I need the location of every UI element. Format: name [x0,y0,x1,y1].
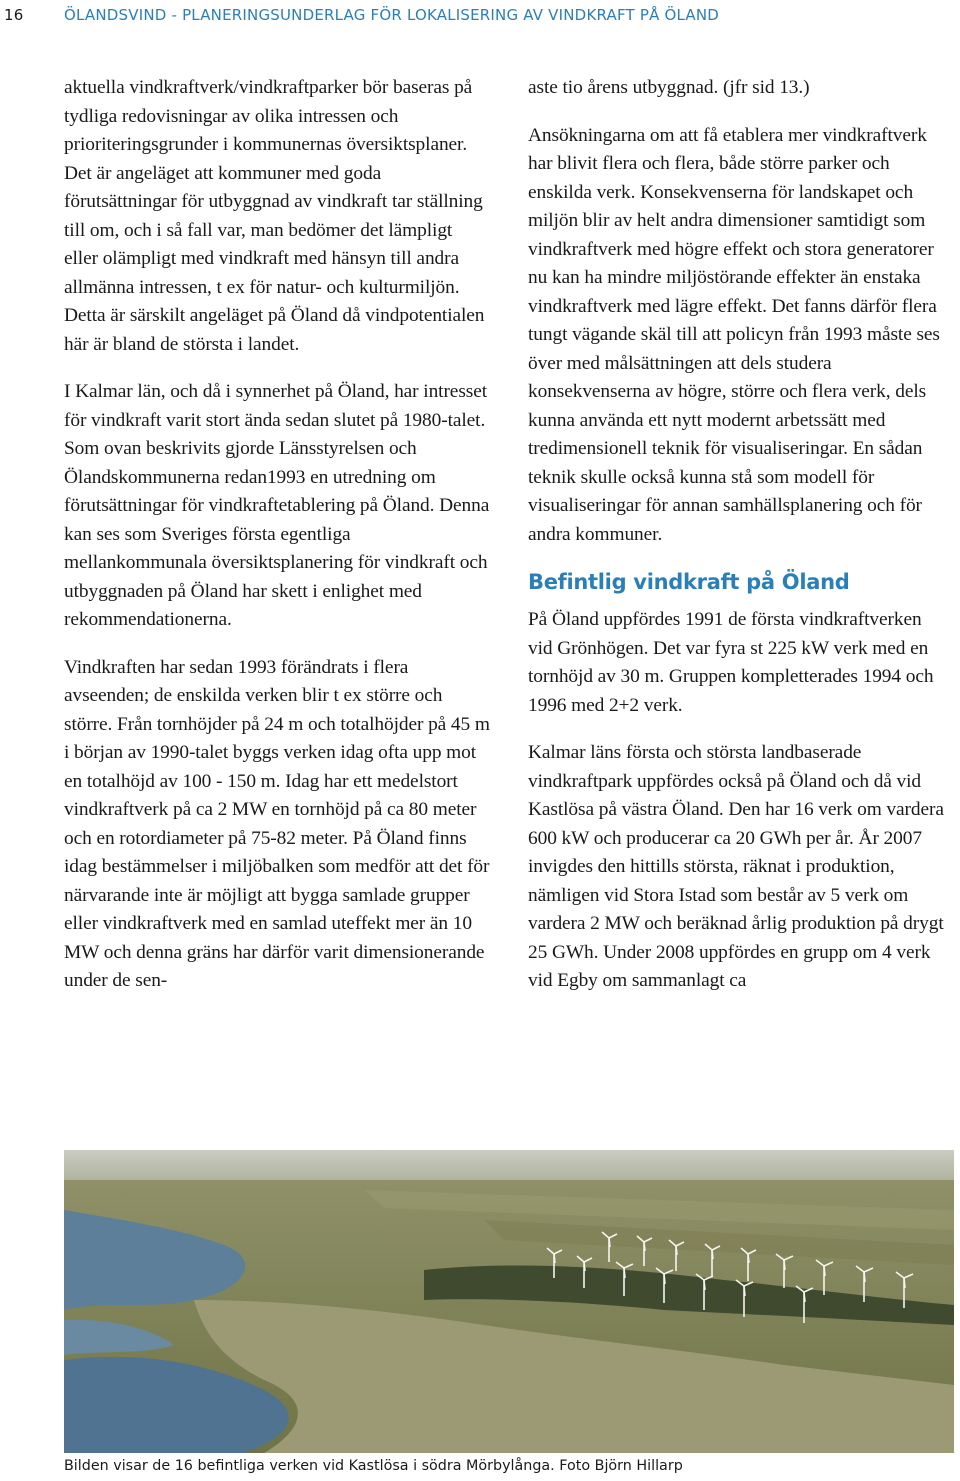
body-paragraph: aktuella vindkraftverk/vindkraftparker bör baseras på tydliga redovisningar av olika intressen och prioriteringsgrunder i kommunernas översiktsplaner. Det är angeläget att kommuner med goda förutsättningar för utbyggnad av vindkraft tar ställning till om, och i så fall var, man bedömer det lämpligt eller olämpligt med vindkraft med hänsyn till andra allmänna intressen, t ex för natur- och kulturmiljön. Detta är särskilt angeläget på Öland då vindpotentialen här är bland de största i landet. [64,77,485,355]
page-header [0,0,960,32]
body-paragraph: I Kalmar län, och då i synnerhet på Öland, har intresset för vindkraft varit stort ända sedan slutet på 1980-talet. Som ovan beskrivits gjorde Länsstyrelsen och Ölandskommunerna redan1993 en utredning om förutsättningar för vindkraftetablering på Öland. Denna kan ses som Sveriges första egentliga mellankommunala översiktsplanering för vindkraft och utbyggnaden på Öland har skett i enlighet med rekommendationerna. [64,381,490,630]
right-column [528,74,948,1015]
section-heading: Befintlig vindkraft på Öland [528,570,850,594]
body-paragraph: Vindkraften har sedan 1993 förändrats i flera avseenden; de enskilda verken blir t ex större och större. Från tornhöjder på 24 m och totalhöjder på 45 m i början av 1990-talet byggs verken idag ofta upp mot en totalhöjd av 100 - 150 m. Idag har ett medelstort vindkraftverk på ca 2 MW en tornhöjd på ca 80 meter och en rotordiameter på 75-82 meter. På Öland finns idag bestämmelser i miljöbalken som medför att det för närvarande inte är möjligt att bygga samlade grupper eller vindkraftverk med en samlad uteffekt mer än 10 MW och denna gräns har därför varit dimensionerande under de sen- [64,656,490,991]
left-column [64,74,490,1015]
body-paragraph: aste tio årens utbyggnad. (jfr sid 13.) [528,77,810,98]
page-number: 16 [4,6,24,24]
photo-caption: Bilden visar de 16 befintliga verken vid Kastlösa i södra Mörbylånga. Foto Björn Hillarp [64,1458,683,1474]
wind-farm-illustration [64,1150,954,1453]
wind-farm-photo [64,1150,954,1453]
body-paragraph: Ansökningarna om att få etablera mer vindkraftverk har blivit flera och flera, både större parker och enskilda verk. Konsekvenserna för landskapet och miljön blir av helt andra dimensioner samtidigt som vindkraftverk med högre effekt och stora generatorer nu kan ha mindre miljöstörande effekter än enstaka vindkraftverk med lägre effekt. Det fanns därför flera tungt vägande skäl till att policyn från 1993 måste ses över med målsättningen att dels studera konsekvenserna av högre, större och flera verk, dels kunna använda ett nytt modernt arbetssätt med tredimensionell teknik för visualiseringar. En sådan teknik skulle också kunna stå som modell för visualiseringar för annan samhällsplanering och för andra kommuner. [528,124,940,545]
running-title: ÖLANDSVIND - PLANERINGSUNDERLAG FÖR LOKALISERING AV VINDKRAFT PÅ ÖLAND [64,6,720,24]
body-paragraph: På Öland uppfördes 1991 de första vindkraftverken vid Grönhögen. Det var fyra st 225 kW verk med en tornhöjd av 30 m. Gruppen kompletterades 1994 och 1996 med 2+2 verk. [528,609,934,716]
body-paragraph: Kalmar läns första och största landbaserade vindkraftpark uppfördes också på Öland och då vid Kastlösa på västra Öland. Den har 16 verk om vardera 600 kW och producerar ca 20 GWh per år. År 2007 invigdes den hittills största, räknat i produktion, nämligen vid Stora Istad som består av 5 verk om vardera 2 MW och beräknad årlig produktion på drygt 25 GWh. Under 2008 uppfördes en grupp om 4 verk vid Egby om sammanlagt ca [528,742,944,991]
